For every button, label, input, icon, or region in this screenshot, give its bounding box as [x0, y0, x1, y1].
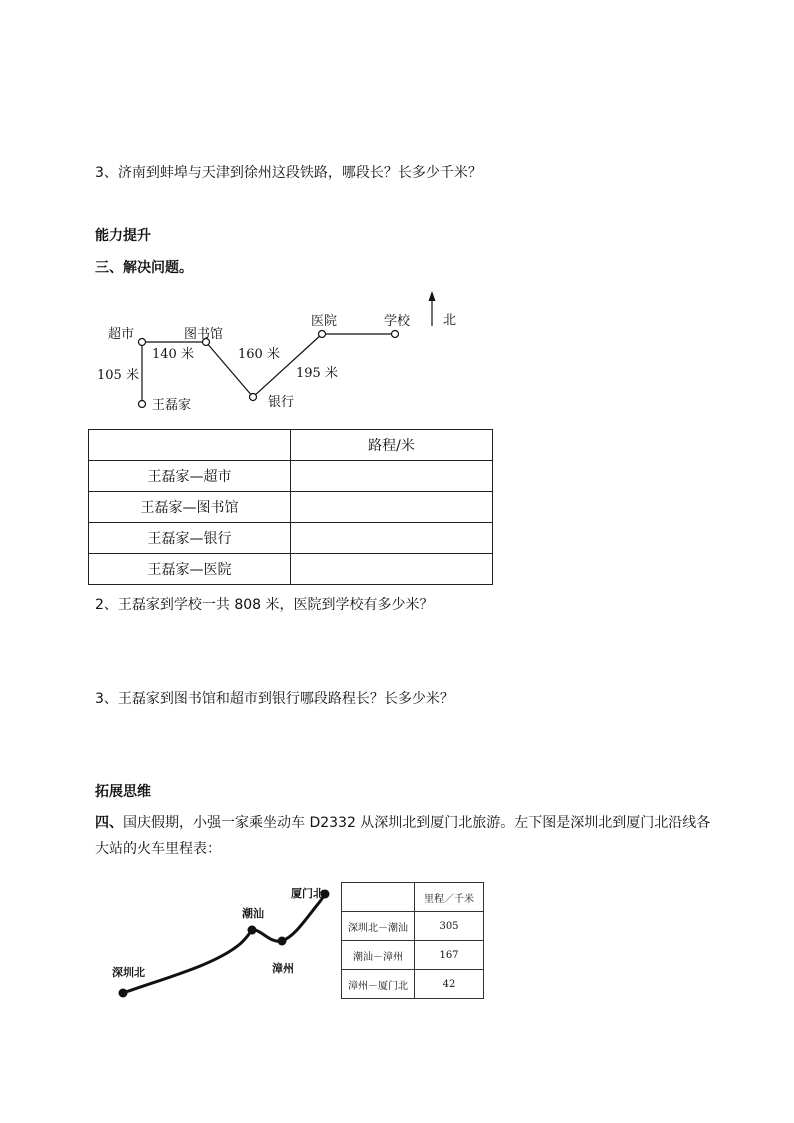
label-distance-bank-hospital: 195 米 — [296, 366, 338, 381]
table-row — [342, 941, 484, 970]
table-cell-segment: 深圳北－潮汕 — [342, 912, 415, 941]
table-header-cell: 路程/米 — [291, 430, 493, 461]
label-home: 王磊家 — [152, 398, 192, 413]
label-distance-library-bank: 160 米 — [238, 347, 280, 362]
question-3: 3、王磊家到图书馆和超市到银行哪段路程长？长多少米？ — [95, 691, 454, 707]
station-dot-zhangzhou — [278, 937, 287, 946]
section-heading-three: 三、解决问题。 — [95, 260, 193, 276]
table-cell-route: 王磊家—医院 — [89, 554, 291, 585]
table-cell-route: 王磊家—银行 — [89, 523, 291, 554]
table-header-row — [342, 883, 484, 912]
table-row — [342, 970, 484, 999]
table-cell-mileage: 42 — [415, 970, 484, 999]
label-north: 北 — [443, 313, 457, 328]
table-cell-segment: 漳州－厦门北 — [342, 970, 415, 999]
table-cell-route: 王磊家—超市 — [89, 461, 291, 492]
question-4-text: 国庆假期，小强一家乘坐动车 D2332 从深圳北到厦门北旅游。左下图是深圳北到厦门北沿线各大站的火车里程表： — [95, 815, 711, 857]
question-2: 2、王磊家到学校一共 808 米，医院到学校有多少米？ — [95, 597, 434, 613]
label-station-shenzhen: 深圳北 — [112, 966, 145, 979]
label-station-chaoshan: 潮汕 — [242, 907, 264, 920]
label-library: 图书馆 — [184, 327, 224, 342]
label-station-zhangzhou: 漳州 — [272, 962, 294, 975]
table-row — [342, 912, 484, 941]
table-cell-mileage: 305 — [415, 912, 484, 941]
label-school: 学校 — [384, 314, 411, 329]
section-heading-ability: 能力提升 — [95, 228, 151, 244]
table-header-cell: 里程／千米 — [415, 883, 484, 912]
table-cell-mileage: 167 — [415, 941, 484, 970]
label-distance-supermarket-library: 140 米 — [152, 347, 194, 362]
label-distance-home-supermarket: 105 米 — [97, 368, 139, 383]
table-cell-segment: 潮汕－漳州 — [342, 941, 415, 970]
question-4-number: 四、 — [95, 815, 123, 831]
mileage-table — [341, 882, 484, 999]
station-dot-chaoshan — [248, 926, 257, 935]
station-dot-shenzhen — [119, 989, 128, 998]
table-cell-route: 王磊家—图书馆 — [89, 492, 291, 523]
table-header-cell — [342, 883, 415, 912]
label-supermarket: 超市 — [108, 327, 135, 342]
section-heading-expand: 拓展思维 — [95, 784, 151, 800]
question-3-top: 3、济南到蚌埠与天津到徐州这段铁路，哪段长？长多少千米？ — [95, 165, 482, 181]
railway-line — [123, 894, 325, 993]
label-station-xiamen: 厦门北 — [291, 887, 324, 900]
label-bank: 银行 — [268, 395, 295, 410]
label-hospital: 医院 — [311, 314, 338, 329]
